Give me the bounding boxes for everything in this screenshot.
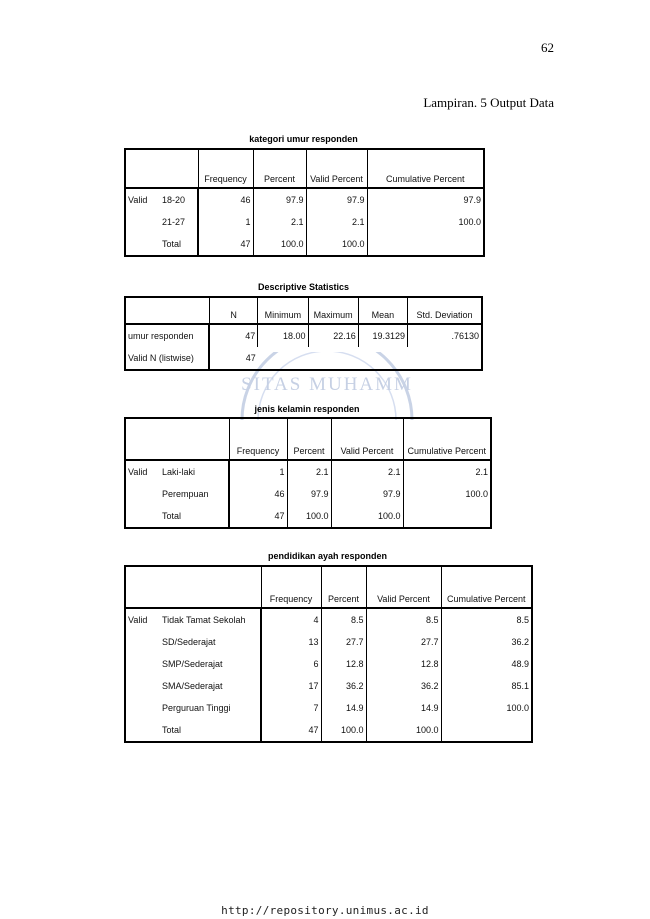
row-label: Total (162, 239, 182, 249)
cell-valid-percent: 36.2 (366, 675, 441, 697)
header-frequency: Frequency (261, 566, 321, 608)
table-row (125, 347, 482, 370)
cell-valid-percent: 14.9 (366, 697, 441, 719)
row-label: 18-20 (162, 195, 186, 205)
cell-frequency: 1 (198, 211, 253, 233)
row-label: SD/Sederajat (162, 637, 216, 647)
cell-percent: 12.8 (321, 653, 366, 675)
header-blank (125, 418, 229, 460)
cell-minimum: 18.00 (258, 324, 308, 347)
table-row (125, 653, 532, 675)
cell-maximum: 22.16 (308, 324, 358, 347)
table-title-umur: kategori umur responden (249, 134, 358, 144)
header-valid-percent: Valid Percent (331, 418, 403, 460)
row-label: Total (162, 511, 182, 521)
row-label: Tidak Tamat Sekolah (162, 615, 246, 625)
cell-mean (358, 347, 407, 370)
cell-valid-percent: 100.0 (366, 719, 441, 742)
header-percent: Percent (321, 566, 366, 608)
cell-percent: 8.5 (321, 608, 366, 631)
cell-percent: 36.2 (321, 675, 366, 697)
header-minimum: Minimum (258, 297, 308, 324)
cell-frequency: 47 (198, 233, 253, 256)
table-jenis-kelamin (124, 417, 492, 529)
row-label: Perguruan Tinggi (162, 703, 231, 713)
cell-cumulative (367, 233, 484, 256)
cell-cumulative: 2.1 (403, 460, 491, 483)
cell-cumulative: 100.0 (367, 211, 484, 233)
table-row (125, 233, 484, 256)
valid-label: Valid (128, 195, 148, 205)
cell-n: 47 (209, 347, 257, 370)
cell-n: 47 (209, 324, 257, 347)
cell-percent: 2.1 (287, 460, 331, 483)
cell-frequency: 46 (229, 483, 287, 505)
table-row (125, 675, 532, 697)
header-cumulative-percent: Cumulative Percent (441, 566, 532, 608)
row-label: 21-27 (162, 217, 186, 227)
header-valid-percent: Valid Percent (306, 149, 367, 188)
table-pendidikan-ayah (124, 565, 533, 743)
cell-valid-percent: 100.0 (306, 233, 367, 256)
header-percent: Percent (287, 418, 331, 460)
header-blank (125, 297, 209, 324)
table-row (125, 211, 484, 233)
cell-percent: 14.9 (321, 697, 366, 719)
table-row (125, 324, 482, 347)
watermark-text: SITAS MUHAMM (241, 374, 413, 395)
cell-valid-percent: 12.8 (366, 653, 441, 675)
header-std-deviation: Std. Deviation (408, 297, 482, 324)
header-cumulative-percent: Cumulative Percent (403, 418, 491, 460)
cell-percent: 100.0 (253, 233, 306, 256)
cell-maximum (308, 347, 358, 370)
cell-valid-percent: 2.1 (331, 460, 403, 483)
valid-label: Valid (128, 615, 148, 625)
cell-cumulative: 100.0 (441, 697, 532, 719)
table-kategori-umur (124, 148, 485, 257)
header-cumulative-percent: Cumulative Percent (367, 149, 484, 188)
cell-percent: 100.0 (287, 505, 331, 528)
cell-frequency: 1 (229, 460, 287, 483)
table-title-descriptive: Descriptive Statistics (257, 282, 350, 292)
cell-cumulative (441, 719, 532, 742)
cell-mean: 19.3129 (358, 324, 407, 347)
cell-frequency: 13 (261, 631, 321, 653)
cell-frequency: 6 (261, 653, 321, 675)
header-blank (125, 149, 198, 188)
header-n: N (209, 297, 257, 324)
table-row (125, 188, 484, 211)
cell-valid-percent: 8.5 (366, 608, 441, 631)
repository-footer-url: http://repository.unimus.ac.id (221, 904, 429, 917)
table-row (125, 505, 491, 528)
table-row (125, 460, 491, 483)
cell-frequency: 7 (261, 697, 321, 719)
cell-percent: 27.7 (321, 631, 366, 653)
cell-cumulative: 36.2 (441, 631, 532, 653)
header-blank (125, 566, 261, 608)
cell-frequency: 4 (261, 608, 321, 631)
table-row (125, 719, 532, 742)
valid-label: Valid (128, 467, 148, 477)
cell-percent: 97.9 (287, 483, 331, 505)
cell-valid-percent: 27.7 (366, 631, 441, 653)
cell-cumulative (403, 505, 491, 528)
cell-valid-percent: 97.9 (306, 188, 367, 211)
cell-frequency: 17 (261, 675, 321, 697)
cell-cumulative: 8.5 (441, 608, 532, 631)
header-valid-percent: Valid Percent (366, 566, 441, 608)
cell-std-deviation (408, 347, 482, 370)
row-label: SMP/Sederajat (162, 659, 223, 669)
cell-percent: 2.1 (253, 211, 306, 233)
cell-percent: 100.0 (321, 719, 366, 742)
row-label: umur responden (128, 331, 194, 341)
cell-cumulative: 85.1 (441, 675, 532, 697)
table-row (125, 697, 532, 719)
header-percent: Percent (253, 149, 306, 188)
cell-minimum (258, 347, 308, 370)
cell-percent: 97.9 (253, 188, 306, 211)
page-number: 62 (541, 40, 554, 55)
cell-valid-percent: 2.1 (306, 211, 367, 233)
cell-cumulative: 48.9 (441, 653, 532, 675)
cell-cumulative: 100.0 (403, 483, 491, 505)
row-label: Total (162, 725, 182, 735)
cell-frequency: 47 (229, 505, 287, 528)
table-descriptive-statistics (124, 296, 483, 371)
row-label: Valid N (listwise) (128, 353, 194, 363)
header-maximum: Maximum (308, 297, 358, 324)
cell-valid-percent: 97.9 (331, 483, 403, 505)
header-frequency: Frequency (229, 418, 287, 460)
row-label: Laki-laki (162, 467, 196, 477)
appendix-heading: Lampiran. 5 Output Data (423, 95, 554, 110)
header-frequency: Frequency (198, 149, 253, 188)
cell-cumulative: 97.9 (367, 188, 484, 211)
table-row (125, 483, 491, 505)
table-row (125, 631, 532, 653)
cell-valid-percent: 100.0 (331, 505, 403, 528)
cell-frequency: 47 (261, 719, 321, 742)
row-label: SMA/Sederajat (162, 681, 223, 691)
table-row (125, 608, 532, 631)
cell-frequency: 46 (198, 188, 253, 211)
table-title-jenis-kelamin: jenis kelamin responden (254, 404, 360, 414)
cell-std-deviation: .76130 (408, 324, 482, 347)
row-label: Perempuan (162, 489, 209, 499)
header-mean: Mean (358, 297, 407, 324)
table-title-pendidikan-ayah: pendidikan ayah responden (267, 551, 388, 561)
